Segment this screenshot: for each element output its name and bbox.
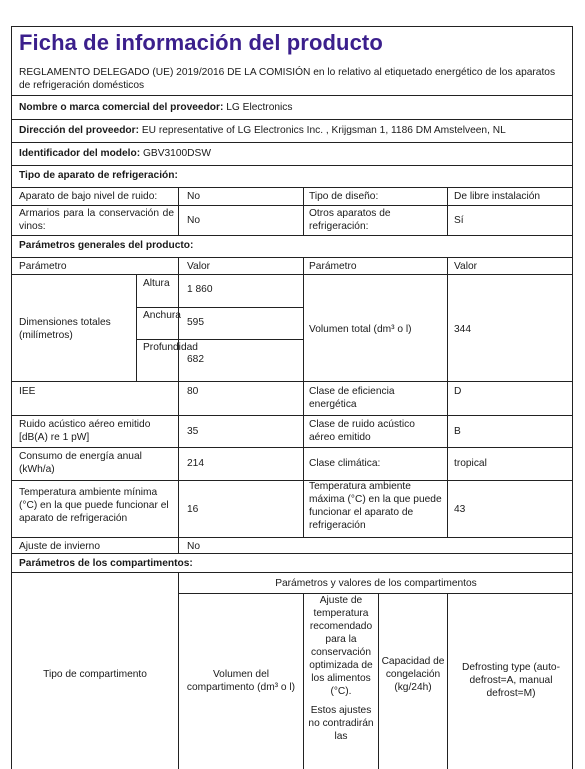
divider (12, 257, 572, 258)
recommended-temp-text: Ajuste de temperatura recomendado para la conservación optimizada de los alimentos (°C). (309, 595, 373, 697)
product-information-sheet (11, 26, 573, 769)
energy-consumption-value: 214 (187, 458, 204, 469)
winter-setting-value: No (187, 541, 201, 552)
supplier-name-row (19, 101, 567, 114)
defrost-type-header: Defrosting type (auto-defrost=A, manual defrost=M) (462, 662, 560, 699)
model-identifier-label: Identificador del modelo: (19, 148, 141, 159)
supplier-name-value: LG Electronics (226, 102, 293, 113)
width-label: Anchura (143, 310, 181, 321)
recommended-temp-header (308, 594, 374, 743)
col-param-header: Parámetro (19, 261, 67, 272)
divider (12, 381, 572, 382)
model-identifier-value: GBV3100DSW (142, 148, 211, 159)
dimensions-label: Dimensiones totales (milímetros) (19, 317, 111, 341)
wine-cabinet-value: No (187, 215, 201, 226)
divider (378, 593, 379, 769)
divider (303, 205, 304, 235)
total-volume-label: Volumen total (dm³ o l) (309, 324, 412, 335)
divider (12, 415, 572, 416)
divider (12, 187, 572, 188)
model-identifier-row (19, 147, 567, 160)
page-title: Ficha de información del producto (19, 30, 383, 55)
divider (303, 187, 304, 205)
col-value-header-2: Valor (454, 261, 478, 272)
divider (12, 165, 572, 166)
noise-value: 35 (187, 426, 199, 437)
other-appliance-value: Sí (454, 215, 464, 226)
divider (303, 257, 304, 537)
compartments-header: Parámetros de los compartimentos: (19, 558, 193, 569)
divider (178, 257, 179, 537)
divider (136, 307, 303, 308)
divider (178, 593, 573, 594)
max-temp-label: Temperatura ambiente máxima (°C) en la que puede funcionar el aparato de refrigeración (309, 481, 442, 531)
appliance-type-header: Tipo de aparato de refrigeración: (19, 170, 178, 181)
divider (12, 95, 572, 96)
climate-class-label: Clase climática: (309, 458, 381, 469)
design-type-value: De libre instalación (454, 191, 541, 202)
height-value: 1 860 (187, 284, 213, 295)
noise-class-value: B (454, 426, 461, 437)
iee-label: IEE (19, 386, 36, 397)
compartment-volume-header: Volumen del compartimento (dm³ o l) (186, 669, 296, 693)
compartment-type-header: Tipo de compartimento (43, 669, 147, 680)
divider (178, 572, 179, 769)
divider (12, 447, 572, 448)
divider (303, 593, 304, 769)
supplier-address-row (19, 124, 567, 137)
divider (447, 257, 448, 537)
depth-label: Profundidad (143, 342, 198, 353)
divider (178, 537, 179, 553)
low-noise-value: No (187, 191, 201, 202)
supplier-name-label: Nombre o marca comercial del proveedor: (19, 102, 224, 113)
col-value-header: Valor (187, 261, 211, 272)
divider (12, 205, 572, 206)
general-params-header: Parámetros generales del producto: (19, 240, 194, 251)
low-noise-label: Aparato de bajo nivel de ruido: (19, 191, 158, 202)
divider (12, 572, 572, 573)
divider (12, 553, 572, 554)
efficiency-class-value: D (454, 386, 462, 397)
divider (447, 593, 448, 769)
iee-value: 80 (187, 386, 199, 397)
col-param-header-2: Parámetro (309, 261, 357, 272)
divider (447, 187, 448, 205)
divider (12, 119, 572, 120)
divider (178, 187, 179, 205)
design-type-label: Tipo de diseño: (309, 191, 379, 202)
winter-setting-label: Ajuste de invierno (19, 541, 100, 552)
divider (12, 480, 572, 481)
min-temp-value: 16 (187, 504, 199, 515)
divider (178, 205, 179, 235)
compartments-group-header: Parámetros y valores de los compartimentos (275, 578, 477, 589)
divider (12, 537, 572, 538)
climate-class-value: tropical (454, 458, 487, 469)
depth-value: 682 (187, 354, 204, 365)
divider (136, 339, 303, 340)
noise-class-label: Clase de ruido acústico aéreo emitido (309, 419, 415, 443)
divider (447, 205, 448, 235)
efficiency-class-label: Clase de eficiencia energética (309, 386, 395, 410)
supplier-address-label: Dirección del proveedor: (19, 125, 140, 136)
min-temp-label: Temperatura ambiente mínima (°C) en la que puede funcionar el aparato de refrigeración (19, 487, 169, 524)
height-label: Altura (143, 278, 170, 289)
other-appliance-label: Otros aparatos de refrigeración: (309, 208, 391, 232)
divider (12, 235, 572, 236)
recommended-temp-note: Estos ajustes no contradirán las (308, 705, 374, 742)
total-volume-value: 344 (454, 324, 471, 335)
noise-label: Ruido acústico aéreo emitido [dB(A) re 1 pW] (19, 419, 151, 443)
freezing-capacity-header: Capacidad de congelación (kg/24h) (381, 656, 445, 693)
max-temp-value: 43 (454, 504, 466, 515)
wine-cabinet-label: Armarios para la conservación de vinos: (19, 208, 174, 232)
divider (12, 142, 572, 143)
divider (136, 274, 137, 381)
supplier-address-value: EU representative of LG Electronics Inc. , Krijgsman 1, 1186 DM Amstelveen, NL (141, 125, 506, 136)
divider (12, 274, 572, 275)
width-value: 595 (187, 317, 204, 328)
energy-consumption-label: Consumo de energía anual (kWh/a) (19, 451, 142, 475)
regulation-intro: REGLAMENTO DELEGADO (UE) 2019/2016 DE LA COMISIÓN en lo relativo al etiquetado energético de los aparatos de refrigeración domésticos (19, 67, 556, 91)
